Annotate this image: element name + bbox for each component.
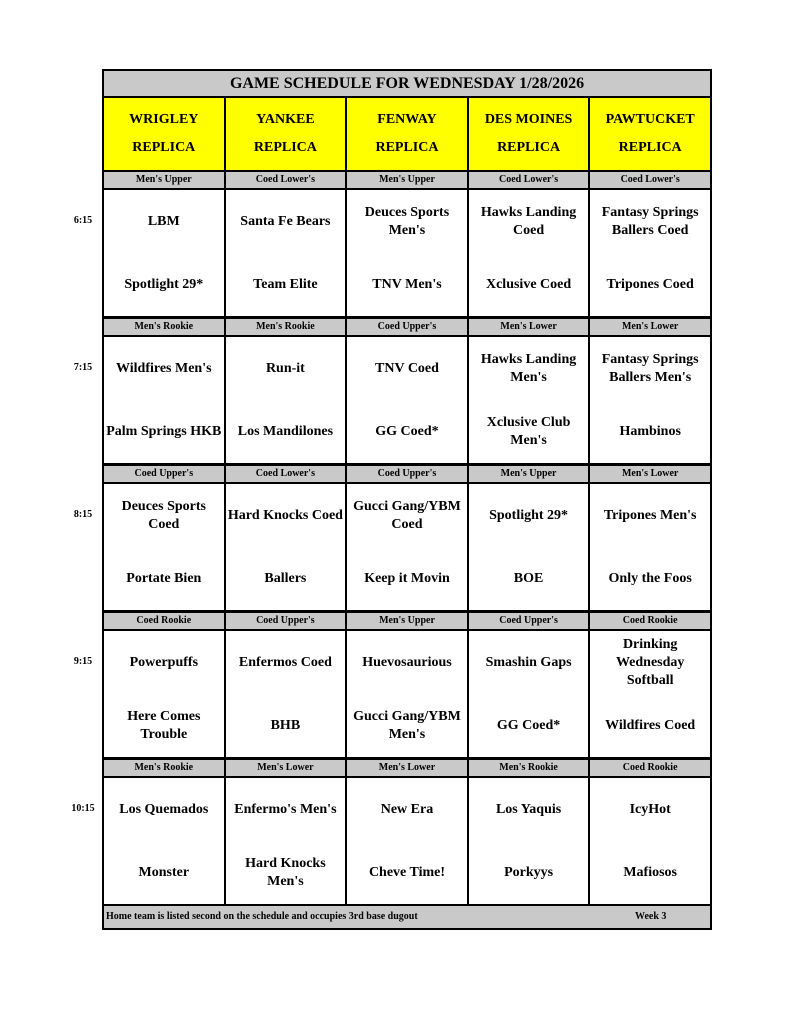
home-team: Los Mandilones bbox=[237, 423, 334, 439]
field-name: DES MOINES bbox=[484, 112, 573, 127]
away-team: Los Quemados bbox=[119, 801, 209, 817]
division-label: Men's Lower bbox=[621, 321, 679, 332]
game-cell bbox=[590, 337, 710, 463]
game-cell bbox=[104, 631, 226, 757]
field-header-pawtucket bbox=[590, 98, 710, 170]
division-label: Men's Rookie bbox=[104, 760, 226, 776]
division-label: Coed Upper's bbox=[469, 613, 591, 629]
game-cell bbox=[104, 778, 226, 904]
field-header-des-moines bbox=[469, 98, 591, 170]
game-cell bbox=[104, 337, 226, 463]
away-team: Hard Knocks Coed bbox=[227, 507, 343, 523]
game-cell bbox=[469, 337, 591, 463]
home-team: Mafiosos bbox=[623, 864, 677, 880]
game-cell bbox=[469, 631, 591, 757]
division-row bbox=[104, 319, 710, 337]
game-slot-row bbox=[104, 190, 710, 319]
away-team: Enfermos Coed bbox=[238, 654, 332, 670]
game-cell bbox=[226, 778, 348, 904]
game-slot-row bbox=[104, 778, 710, 906]
division-label: Coed Rookie bbox=[622, 615, 678, 626]
home-team: Only the Foos bbox=[608, 570, 692, 586]
game-cell bbox=[347, 190, 469, 316]
home-team: Ballers bbox=[264, 570, 307, 586]
time-label: 7:15 bbox=[73, 362, 93, 373]
away-team: TNV Coed bbox=[375, 360, 439, 376]
home-team: BOE bbox=[513, 570, 544, 586]
field-name: WRIGLEY bbox=[129, 112, 199, 127]
game-cell bbox=[347, 778, 469, 904]
home-team: Here Comes Trouble bbox=[127, 708, 201, 742]
division-label: Men's Upper bbox=[347, 172, 469, 188]
field-name: FENWAY bbox=[377, 112, 437, 127]
home-team: Porkyys bbox=[504, 864, 554, 880]
game-cell bbox=[590, 631, 710, 757]
away-team: Fantasy Springs Ballers Coed bbox=[601, 204, 699, 238]
away-team: Enfermo's Men's bbox=[234, 801, 337, 817]
footer-bar bbox=[104, 906, 710, 928]
division-label: Men's Lower bbox=[347, 760, 469, 776]
division-label: Coed Upper's bbox=[226, 613, 348, 629]
game-slot-row bbox=[104, 484, 710, 613]
away-team: Deuces Sports Men's bbox=[364, 204, 450, 238]
away-team: Gucci Gang/YBM Coed bbox=[353, 498, 461, 532]
game-cell bbox=[469, 190, 591, 316]
away-team: Huevosaurious bbox=[362, 654, 452, 670]
game-cell bbox=[469, 484, 591, 610]
division-label: Men's Upper bbox=[469, 466, 591, 482]
home-team: Team Elite bbox=[253, 276, 318, 292]
division-label: Men's Upper bbox=[347, 613, 469, 629]
home-team: GG Coed* bbox=[496, 717, 561, 733]
away-team: Run-it bbox=[265, 360, 305, 376]
division-label: Men's Lower bbox=[226, 760, 348, 776]
division-label: Coed Lower's bbox=[226, 172, 348, 188]
division-label: Coed Lower's bbox=[620, 174, 680, 185]
division-label: Coed Upper's bbox=[347, 466, 469, 482]
home-team: Palm Springs HKB bbox=[106, 423, 222, 439]
away-team: Drinking Wednesday Softball bbox=[615, 636, 685, 688]
home-team: Xclusive Coed bbox=[485, 276, 572, 292]
home-team: Portate Bien bbox=[126, 570, 202, 586]
field-header-yankee bbox=[226, 98, 348, 170]
home-team: Hambinos bbox=[619, 423, 681, 439]
field-subtitle: REPLICA bbox=[132, 140, 196, 155]
game-cell bbox=[104, 484, 226, 610]
game-cell bbox=[226, 337, 348, 463]
game-cell bbox=[590, 190, 710, 316]
time-label: 6:15 bbox=[73, 215, 93, 226]
game-cell bbox=[226, 631, 348, 757]
home-team: Hard Knocks Men's bbox=[245, 855, 326, 889]
time-label: 9:15 bbox=[73, 656, 93, 667]
division-label: Coed Upper's bbox=[104, 466, 226, 482]
division-row bbox=[104, 613, 710, 631]
game-cell bbox=[104, 190, 226, 316]
home-team: Cheve Time! bbox=[368, 864, 446, 880]
division-label: Coed Lower's bbox=[469, 172, 591, 188]
division-row bbox=[104, 172, 710, 190]
field-subtitle: REPLICA bbox=[497, 140, 561, 155]
game-slot-row bbox=[104, 631, 710, 760]
field-header-row bbox=[104, 98, 710, 172]
away-team: Tripones Men's bbox=[603, 507, 697, 523]
away-team: Fantasy Springs Ballers Men's bbox=[601, 351, 699, 385]
game-cell bbox=[347, 337, 469, 463]
field-subtitle: REPLICA bbox=[618, 140, 682, 155]
time-label: 8:15 bbox=[73, 509, 93, 520]
away-team: Deuces Sports Coed bbox=[121, 498, 206, 532]
division-label: Coed Rookie bbox=[622, 762, 678, 773]
field-subtitle: REPLICA bbox=[375, 140, 439, 155]
week-label: Week 3 bbox=[635, 911, 667, 922]
division-row bbox=[104, 760, 710, 778]
away-team: New Era bbox=[380, 801, 434, 817]
field-name: PAWTUCKET bbox=[605, 112, 695, 127]
away-team: Wildfires Men's bbox=[116, 360, 212, 376]
time-label: 10:15 bbox=[71, 803, 95, 814]
home-team: Keep it Movin bbox=[364, 570, 450, 586]
away-team: IcyHot bbox=[629, 801, 671, 817]
division-label: Coed Upper's bbox=[347, 319, 469, 335]
away-team: Hawks Landing Coed bbox=[480, 204, 577, 238]
division-row bbox=[104, 466, 710, 484]
division-label: Men's Upper bbox=[104, 172, 226, 188]
away-team: Powerpuffs bbox=[129, 654, 199, 670]
division-label: Coed Rookie bbox=[104, 613, 226, 629]
away-team: Hawks Landing Men's bbox=[480, 351, 577, 385]
home-team: BHB bbox=[270, 717, 301, 733]
away-team: Los Yaquis bbox=[495, 801, 562, 817]
division-label: Coed Lower's bbox=[226, 466, 348, 482]
away-team: Santa Fe Bears bbox=[240, 213, 331, 229]
game-cell bbox=[347, 631, 469, 757]
home-team: TNV Men's bbox=[372, 276, 442, 292]
division-label: Men's Rookie bbox=[226, 319, 348, 335]
footer-note: Home team is listed second on the schedule and occupies 3rd base dugout bbox=[106, 911, 418, 922]
division-label: Men's Rookie bbox=[104, 319, 226, 335]
field-header-fenway bbox=[347, 98, 469, 170]
field-header-wrigley bbox=[104, 98, 226, 170]
home-team: Xclusive Club Men's bbox=[486, 414, 571, 448]
home-team: Gucci Gang/YBM Men's bbox=[353, 708, 461, 742]
division-label: Men's Rookie bbox=[469, 760, 591, 776]
home-team: Tripones Coed bbox=[606, 276, 694, 292]
game-cell bbox=[226, 484, 348, 610]
home-team: Spotlight 29* bbox=[124, 276, 204, 292]
field-subtitle: REPLICA bbox=[253, 140, 317, 155]
away-team: Spotlight 29* bbox=[489, 507, 569, 523]
away-team: LBM bbox=[147, 213, 180, 229]
game-slot-row bbox=[104, 337, 710, 466]
game-cell bbox=[347, 484, 469, 610]
division-label: Men's Lower bbox=[621, 468, 679, 479]
division-label: Men's Lower bbox=[469, 319, 591, 335]
schedule-sheet bbox=[102, 69, 712, 930]
field-name: YANKEE bbox=[256, 112, 315, 127]
home-team: GG Coed* bbox=[375, 423, 439, 439]
game-cell bbox=[590, 778, 710, 904]
game-cell bbox=[226, 190, 348, 316]
home-team: Monster bbox=[138, 864, 190, 880]
schedule-title: GAME SCHEDULE FOR WEDNESDAY 1/28/2026 bbox=[104, 71, 710, 98]
away-team: Smashin Gaps bbox=[485, 654, 572, 670]
schedule-body bbox=[104, 172, 710, 906]
game-cell bbox=[590, 484, 710, 610]
game-cell bbox=[469, 778, 591, 904]
home-team: Wildfires Coed bbox=[605, 717, 696, 733]
